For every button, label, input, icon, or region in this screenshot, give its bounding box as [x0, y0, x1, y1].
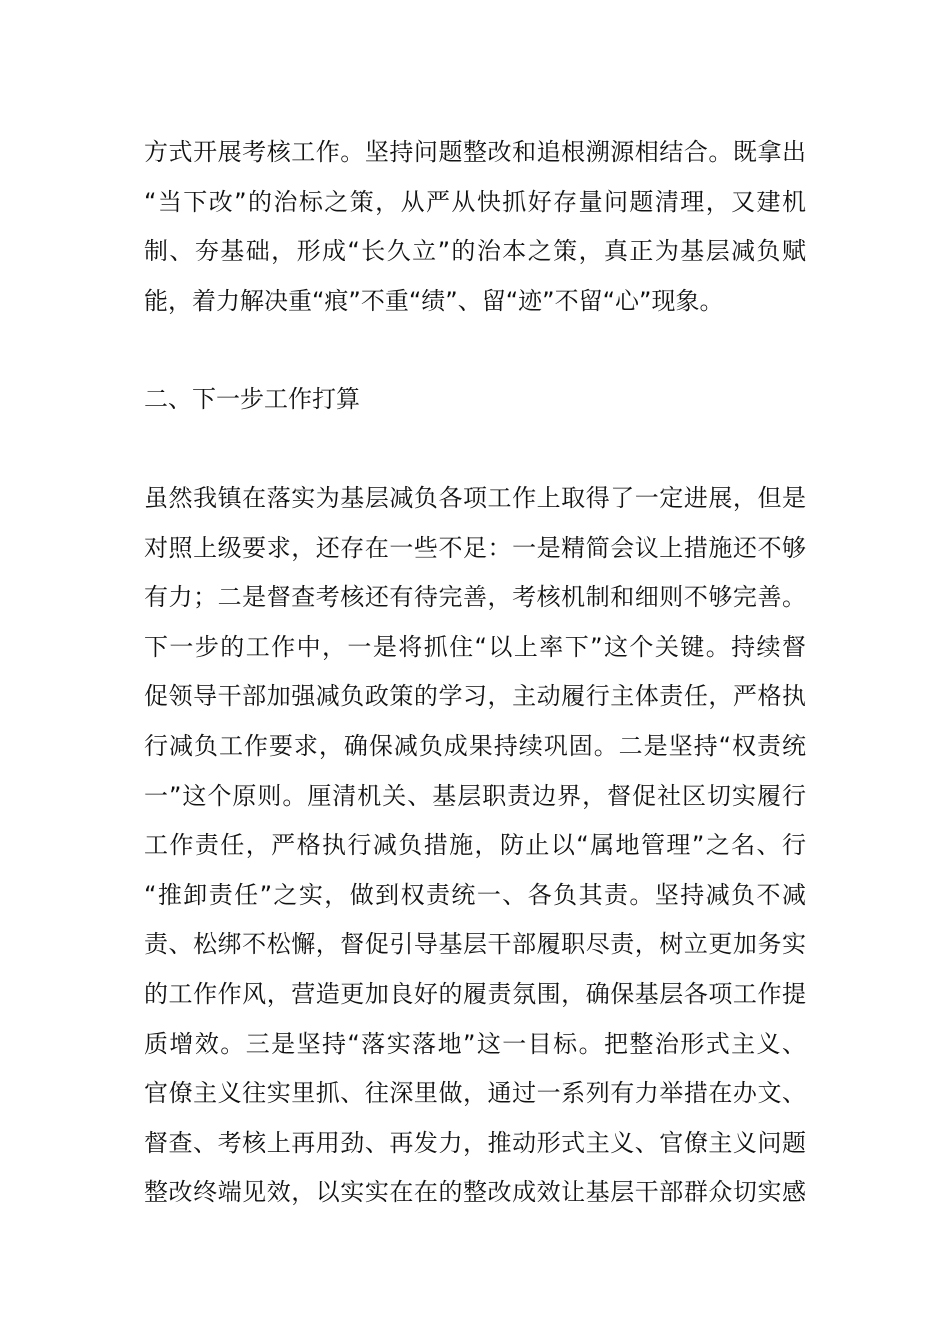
paragraph-line: 整改终端见效，以实实在在的整改成效让基层干部群众切实感: [144, 1178, 806, 1207]
paragraph-line: 工作责任，严格执行减负措施，防止以“属地管理”之名、行: [144, 831, 806, 860]
paragraph-line: 行减负工作要求，确保减负成果持续巩固。二是坚持“权责统: [144, 731, 806, 760]
paragraph-line: 一”这个原则。厘清机关、基层职责边界，督促社区切实履行: [144, 781, 806, 810]
paragraph-next-steps: [144, 474, 806, 1218]
paragraph-line: 官僚主义往实里抓、往深里做，通过一系列有力举措在办文、: [144, 1079, 806, 1108]
paragraph-line: 促领导干部加强减负政策的学习，主动履行主体责任，严格执: [144, 682, 806, 711]
paragraph-line: “推卸责任”之实，做到权责统一、各负其责。坚持减负不减: [144, 880, 806, 909]
section-heading: [144, 375, 806, 425]
paragraph-line: 方式开展考核工作。坚持问题整改和追根溯源相结合。既拿出: [144, 138, 806, 166]
paragraph-line: 虽然我镇在落实为基层减负各项工作上取得了一定进展，但是: [144, 484, 806, 512]
paragraph-line: 下一步的工作中，一是将抓住“以上率下”这个关键。持续督: [144, 632, 806, 661]
section-heading-text: 二、下一步工作打算: [144, 385, 360, 413]
paragraph-line: 责、松绑不松懈，督促引导基层干部履职尽责，树立更加务实: [144, 930, 806, 959]
paragraph-line: 能，着力解决重“痕”不重“绩”、留“迹”不留“心”现象。: [144, 286, 724, 315]
paragraph-line: 有力；二是督查考核还有待完善，考核机制和细则不够完善。: [144, 583, 806, 612]
paragraph-line: 的工作作风，营造更加良好的履责氛围，确保基层各项工作提: [144, 979, 806, 1008]
paragraph-line: 对照上级要求，还存在一些不足：一是精简会议上措施还不够: [144, 533, 806, 562]
paragraph-line: 督查、考核上再用劲、再发力，推动形式主义、官僚主义问题: [144, 1128, 806, 1157]
paragraph-reform-measures: [144, 128, 806, 326]
paragraph-line: 制、夯基础，形成“长久立”的治本之策，真正为基层减负赋: [144, 237, 806, 266]
paragraph-line: “当下改”的治标之策，从严从快抓好存量问题清理，又建机: [144, 187, 806, 216]
paragraph-line: 质增效。三是坚持“落实落地”这一目标。把整治形式主义、: [144, 1029, 806, 1058]
